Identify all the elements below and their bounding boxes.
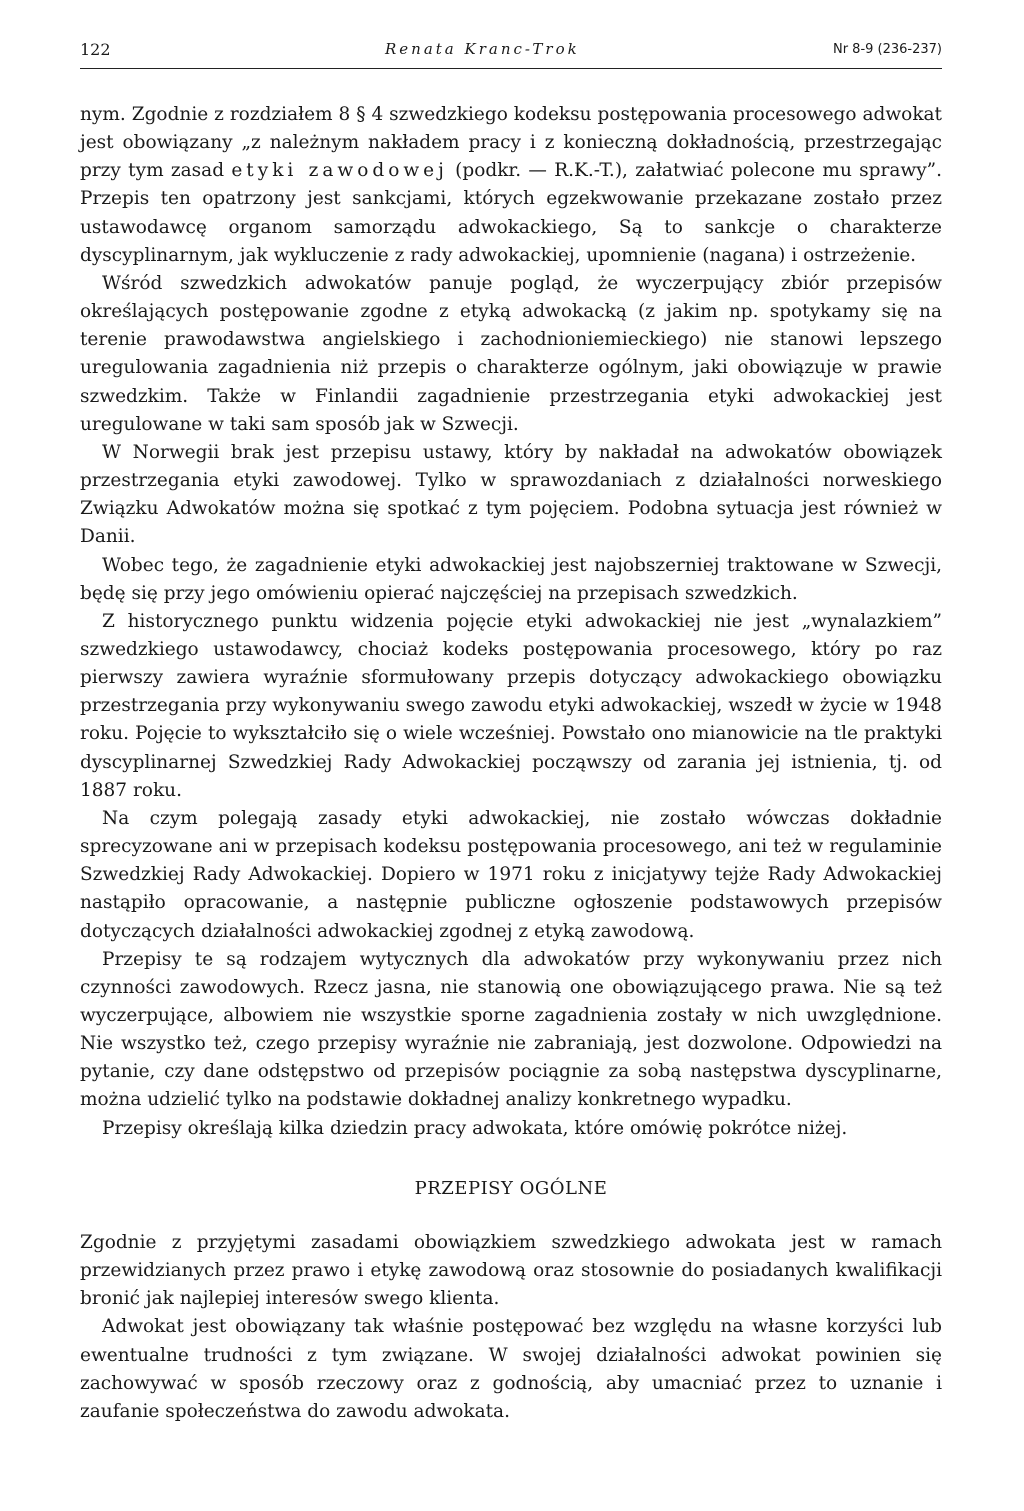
section-paragraph-1: Zgodnie z przyjętymi zasadami obowiązkiem szwedzkiego adwokata jest w ramach przewidzianych przez prawo i etykę zawodową oraz stosownie do posiadanych kwalifikacji bronić jak najlepiej interesów swego klienta. [80,1231,942,1310]
paragraph-5: Z historycznego punktu widzenia pojęcie etyki adwokackiej nie jest „wynalazkiem” szwedzkiego ustawodawcy, chociaż kodeks postępowania procesowego, który po raz pierwszy zawiera wyraźnie sformułowany przepis dotyczący adwokackiego obowiązku przestrzegania przy wykonywaniu swego zawodu etyki adwokackiej, wszedł w życie w 1948 roku. Pojęcie to wykształciło się o wiele wcześniej. Powstało ono mianowicie na tle praktyki dyscyplinarnej Szwedzkiej Rady Adwokackiej począwszy od zarania jej istnienia, tj. od 1887 roku. [80,610,942,801]
article-body [80,101,942,1426]
running-head-author: Renata Kranc-Trok [385,40,580,58]
paragraph-3: W Norwegii brak jest przepisu ustawy, który by nakładał na adwokatów obowiązek przestrzegania etyki zawodowej. Tylko w sprawozdaniach z działalności norweskiego Związku Adwokatów można się spotkać z tym pojęciem. Podobna sytuacja jest również w Danii. [80,441,942,548]
paragraph-1-part-a: nym. Zgodnie z rozdziałem 8 § 4 szwedzkiego kodeksu postępowania procesowego adwokat jest obowiązany „z należnym nakładem pracy i z konieczną dokładnością, przestrzegając przy tym zasad [80,104,942,182]
section-paragraph-2: Adwokat jest obowiązany tak właśnie postępować bez względu na własne korzyści lub ewentualne trudności z tym związane. W swojej działalności adwokat powinien się zachowywać w sposób rzeczowy oraz z godnością, aby umacniać przez to uznanie i zaufanie społeczeństwa do zawodu adwokata. [80,1316,942,1422]
paragraph-1-part-b: (podkr. — R.K.-T.), załatwiać polecone mu sprawy”. Przepis ten opatrzony jest sankcjami, których egzekwowanie przekazane zostało przez ustawodawcę organom samorządu adwokackiego, Są to sankcje o charakterze dyscyplinarnym, jak wykluczenie z rady adwokackiej, upomnienie (nagana) i ostrzeżenie. [80,160,942,266]
issue-number: Nr 8-9 (236-237) [832,42,942,57]
running-header [80,28,942,69]
section-heading: PRZEPISY OGÓLNE [414,1177,608,1199]
paragraph-6: Na czym polegają zasady etyki adwokackiej, nie zostało wówczas dokładnie sprecyzowane ani w przepisach kodeksu postępowania procesowego, ani też w regulaminie Szwedzkiej Rady Adwokackiej. Dopiero w 1971 roku z inicjatywy tejże Rady Adwokackiej nastąpiło opracowanie, a następnie publiczne ogłoszenie podstawowych przepisów dotyczących działalności adwokackiej zgodnej z etyką zawodową. [80,807,942,942]
paragraph-7: Przepisy te są rodzajem wytycznych dla adwokatów przy wykonywaniu przez nich czynności zawodowych. Rzecz jasna, nie stanowią one obowiązującego prawa. Nie są też wyczerpujące, albowiem nie wszystkie sporne zagadnienia zostały w nich uwzględnione. Nie wszystko też, czego przepisy wyraźnie nie zabraniają, jest dozwolone. Odpowiedzi na pytanie, czy dane odstępstwo od przepisów pociągnie za sobą następstwa dyscyplinarne, można udzielić tylko na podstawie dokładnej analizy konkretnego wypadku. [80,948,942,1111]
emphasized-phrase: etyki zawodowej [231,160,448,182]
paragraph-4: Wobec tego, że zagadnienie etyki adwokackiej jest najobszerniej traktowane w Szwecji, będę się przy jego omówieniu opierać najczęściej na przepisach szwedzkich. [80,554,942,604]
paragraph-1 [80,101,942,270]
page-number: 122 [80,40,111,59]
paragraph-8: Przepisy określają kilka dziedzin pracy adwokata, które omówię pokrótce niżej. [102,1117,848,1139]
document-page [80,28,942,1426]
paragraph-2: Wśród szwedzkich adwokatów panuje pogląd, że wyczerpujący zbiór przepisów określających postępowanie zgodne z etyką adwokacką (z jakim np. spotykamy się na terenie prawodawstwa angielskiego i zachodnioniemieckiego) nie stanowi lepszego uregulowania zagadnienia niż przepis o charakterze ogólnym, jaki obowiązuje w prawie szwedzkim. Także w Finlandii zagadnienie przestrzegania etyki adwokackiej jest uregulowane w taki sam sposób jak w Szwecji. [80,272,942,435]
